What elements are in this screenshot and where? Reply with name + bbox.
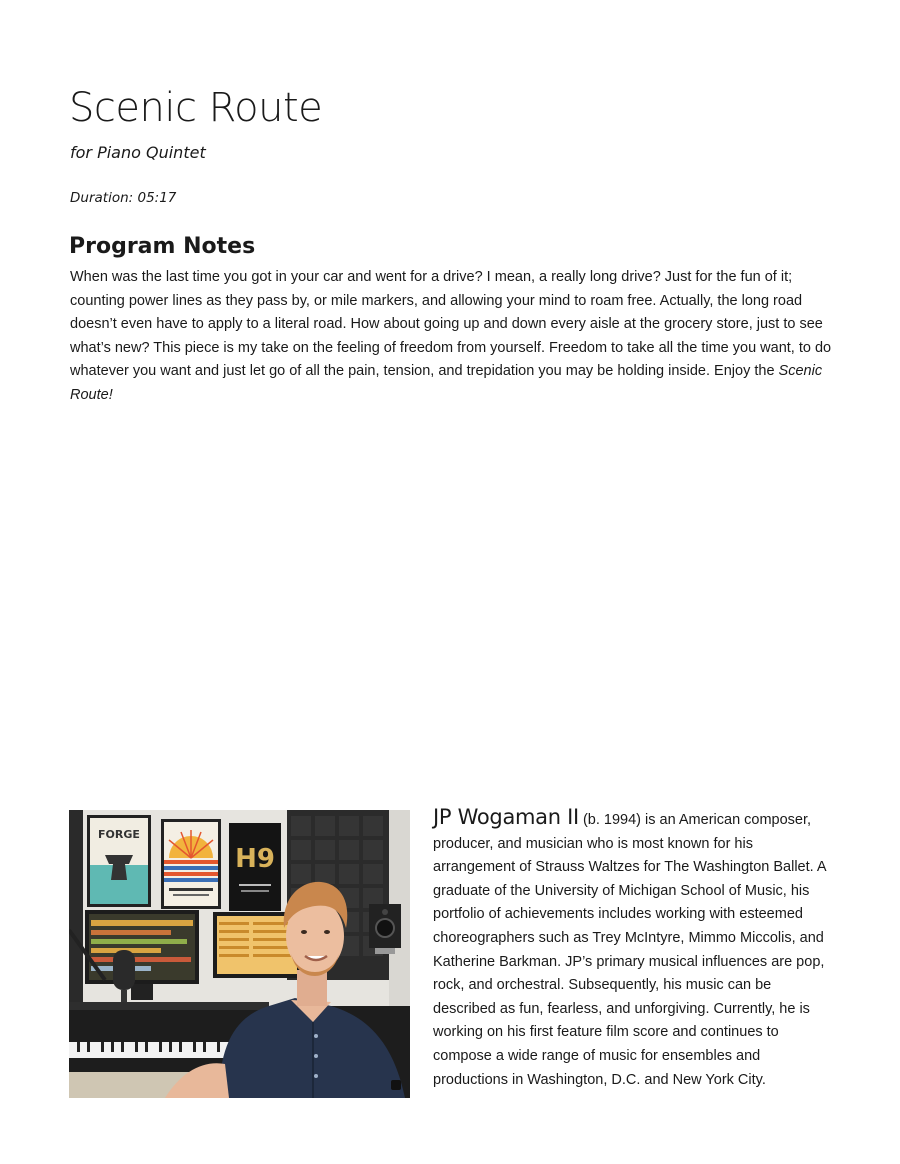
- program-notes-body: [70, 266, 840, 408]
- composer-bio: [433, 806, 833, 1092]
- composer-name: JP Wogaman II: [433, 805, 579, 829]
- composer-photo: [69, 810, 410, 1098]
- composer-birth-year: (b. 1994): [582, 812, 641, 828]
- composer-bio-text: is an American composer, producer, and musician who is most known for his arrangement of Strauss Waltzes for The Washington Ballet. A graduate of the University of Michigan School of Music, his portfolio of achievements includes working with esteemed choreographers such as Trey McIntyre, Mimmo Miccolis, and Katherine Barkman. JP’s primary musical influences are pop, rock, and orchestral. Subsequently, his music can be described as fun, fearless, and unforgiving. Currently, he is working on his first feature film score and continues to compose a wide range of music for ensembles and productions in Washington, D.C. and New York City.: [433, 812, 826, 1088]
- piece-subtitle: for Piano Quintet: [70, 143, 206, 162]
- piece-duration: Duration: 05:17: [70, 190, 177, 206]
- piece-title: Scenic Route: [69, 85, 323, 131]
- svg-text:H9: H9: [235, 844, 275, 874]
- program-notes-closing-title: Scenic Route!: [70, 363, 823, 403]
- svg-text:FORGE: FORGE: [98, 828, 140, 841]
- program-notes-text: When was the last time you got in your car and went for a drive? I mean, a really long drive? Just for the fun of it; counting power lines as they pass by, or mile markers, and allowing your mind to roam free. Actually, the long road doesn’t even have to apply to a literal road. How about going up and down every aisle at the grocery store, just to see what’s new? This piece is my take on the feeling of freedom from yourself. Freedom to take all the time you want, to do whatever you want and just let go of all the pain, tension, and trepidation you may be holding inside. Enjoy the: [70, 269, 832, 380]
- program-notes-heading: Program Notes: [69, 234, 256, 259]
